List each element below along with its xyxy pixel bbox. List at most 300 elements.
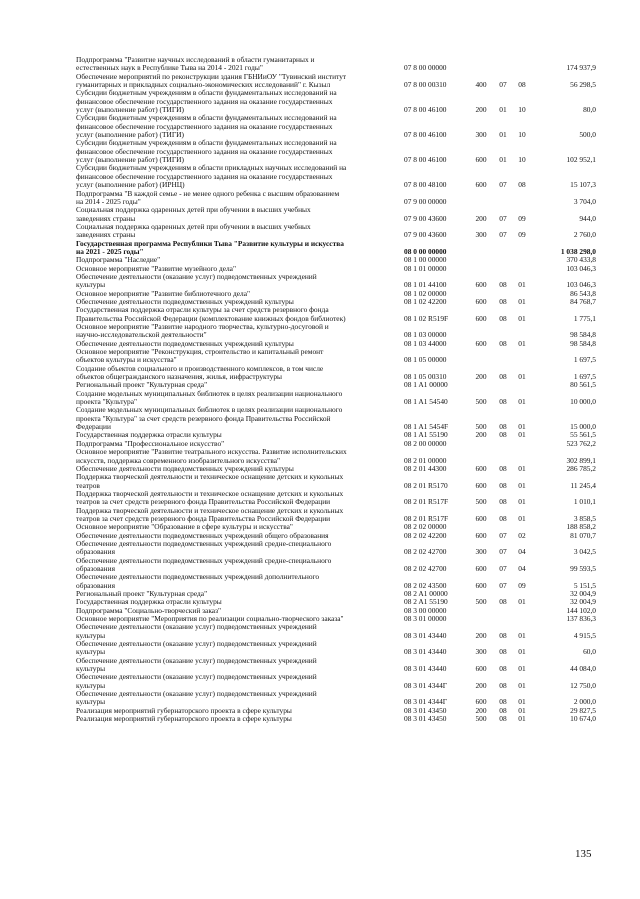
row-amount: 15 107,3 [570,180,596,190]
row-code: 08 2 A1 00000 [404,589,448,598]
row-section: 08 [499,497,507,507]
row-expense-type: 600 [475,338,487,348]
row-name-line: Субсидии бюджетным учреждениям в области прикладных научных исследований на [76,164,347,173]
row-name-line: услуг (выполнение работ) (ТИГИ) [76,106,184,115]
row-name [76,523,404,531]
row-expense-type: 600 [475,280,487,290]
row-expense-type: 600 [475,563,487,573]
row-section: 08 [499,714,507,724]
row-amount: 103 046,3 [566,263,596,273]
table-row [76,298,596,306]
table-row [76,673,596,690]
table-row [76,507,596,524]
row-name [76,190,404,207]
row-name-line: Подпрограмма "Наследие" [76,256,161,265]
table-row [76,615,596,623]
row-code: 08 1 05 00310 [404,372,447,382]
row-name-line: культуры [76,281,106,290]
row-name-line: заведениях страны [76,231,136,240]
row-name [76,365,404,382]
row-name-line: на 2021 - 2025 годы" [76,247,144,256]
row-name [76,598,404,606]
table-row [76,139,596,164]
row-section: 08 [499,422,507,432]
row-name [76,290,404,298]
row-name [76,256,404,264]
row-code: 08 2 01 R517F [404,513,449,523]
row-section: 07 [499,580,507,590]
row-name-line: Обеспечение деятельности (оказание услуг) подведомственных учреждений [76,656,317,665]
row-amount: 84 768,7 [570,296,596,306]
row-name-line: услуг (выполнение работ) (ТИГИ) [76,156,184,165]
row-subsection: 01 [518,705,526,715]
table-row [76,56,596,73]
row-name-line: Поддержка творческой деятельности и техническое оснащение детских и кукольных [76,473,344,482]
row-name-line: Подпрограмма "Профессиональное искусство" [76,439,225,448]
row-name-line: Основное мероприятие "Развитие театрального искусства. Развитие исполнительских [76,448,347,457]
row-code: 08 1 00 00000 [404,255,447,265]
row-name-line: культуры [76,631,106,640]
row-section: 08 [499,705,507,715]
row-amount: 32 004,9 [570,589,596,598]
row-name [76,273,404,290]
row-expense-type: 600 [475,513,487,523]
row-amount: 98 584,8 [570,330,596,340]
budget-table [76,56,596,724]
row-expense-type: 600 [475,480,487,490]
row-name-line: Подпрограмма "В каждой семье - не менее одного ребенка с высшим образованием [76,189,340,198]
row-code: 08 2 01 00000 [404,455,447,465]
row-name-line: финансовое обеспечение государственного задания на оказание государственных [76,122,333,131]
row-amount: 144 102,0 [566,605,596,615]
table-row [76,406,596,431]
row-section: 08 [499,480,507,490]
row-name-line: Государственная поддержка отрасли культуры [76,598,222,607]
row-name [76,615,404,623]
row-section: 01 [499,155,507,165]
row-name [76,673,404,690]
row-subsection: 01 [518,338,526,348]
row-amount: 5 151,5 [573,580,596,590]
row-subsection: 10 [518,105,526,115]
row-subsection: 10 [518,130,526,140]
row-amount: 103 046,3 [566,280,596,290]
row-code: 08 3 01 00000 [404,614,447,624]
row-code: 07 8 00 46100 [404,105,447,115]
row-section: 07 [499,213,507,223]
row-name [76,223,404,240]
table-row [76,431,596,439]
row-name [76,406,404,431]
row-section: 08 [499,647,507,657]
row-subsection: 04 [518,547,526,557]
row-subsection: 01 [518,697,526,707]
row-name-line: проекта "Культура" [76,398,138,407]
row-name-line: Создание модельных муниципальных библиотек в целях реализации национального [76,389,343,398]
table-row [76,223,596,240]
row-section: 08 [499,513,507,523]
row-section: 08 [499,463,507,473]
row-subsection: 10 [518,155,526,165]
row-name [76,623,404,640]
row-name-line: Обеспечение деятельности подведомственных учреждений средне-специального [76,556,332,565]
row-subsection: 01 [518,397,526,407]
row-amount: 60,0 [583,647,596,657]
row-name-line: Реализация мероприятий губернаторского проекта в сфере культуры [76,706,292,715]
row-name-line: Обеспечение мероприятий по реконструкции здания ГБНИиОУ "Тувинский институт [76,72,347,81]
table-row [76,340,596,348]
row-name-line: Обеспечение деятельности (оказание услуг) подведомственных учреждений [76,673,317,682]
row-code: 08 1 02 R519F [404,313,449,323]
table-row [76,607,596,615]
table-row [76,89,596,114]
row-expense-type: 300 [475,230,487,240]
row-section: 07 [499,563,507,573]
row-name [76,640,404,657]
row-expense-type: 600 [475,463,487,473]
row-name-line: Субсидии бюджетным учреждениям в области фундаментальных исследований на [76,89,337,98]
row-code: 08 3 01 4344Г [404,697,448,707]
row-expense-type: 300 [475,547,487,557]
row-name-line: услуг (выполнение работ) (ИРНЦ) [76,181,185,190]
row-expense-type: 600 [475,180,487,190]
row-name-line: Государственная программа Республики Тыва "Развитие культуры и искусства [76,239,344,248]
row-name-line: Основное мероприятие "Развитие библиотечного дела" [76,289,251,298]
row-name [76,390,404,407]
row-name [76,707,404,715]
row-name [76,206,404,223]
row-name-line: Создание объектов социального и производственного комплексов, в том числе [76,364,324,373]
row-name-line: Основное мероприятие "Реконструкция, строительство и капитальный ремонт [76,348,324,357]
row-name-line: Обеспечение деятельности подведомственных учреждений культуры [76,297,294,306]
row-name-line: Обеспечение деятельности (оказание услуг) подведомственных учреждений [76,690,317,699]
row-section: 08 [499,680,507,690]
row-amount: 3 858,5 [573,513,596,523]
row-amount: 11 245,4 [570,480,596,490]
table-row [76,164,596,189]
row-subsection: 09 [518,580,526,590]
table-row [76,240,596,257]
row-subsection: 01 [518,497,526,507]
row-subsection: 04 [518,563,526,573]
row-amount: 286 785,2 [566,463,596,473]
row-name [76,532,404,540]
row-amount: 102 952,1 [566,155,596,165]
row-code: 08 1 A1 00000 [404,380,448,390]
row-expense-type: 200 [475,680,487,690]
row-section: 07 [499,547,507,557]
row-name-line: проекта "Культура" за счет средств резервного фонда Правительства Российской [76,414,331,423]
row-name-line: образования [76,581,115,590]
row-name [76,657,404,674]
row-name-line: Основное мероприятие "Образование в сфере культуры и искусства" [76,523,293,532]
row-name-line: Основное мероприятие "Мероприятия по реализации социально-творческого заказа" [76,615,344,624]
row-amount: 29 827,5 [570,705,596,715]
row-name-line: Поддержка творческой деятельности и техническое оснащение детских и кукольных [76,506,344,515]
row-code: 08 1 01 44100 [404,280,447,290]
row-amount: 3 704,0 [573,196,596,206]
row-name-line: Создание модельных муниципальных библиотек в целях реализации национального [76,406,343,415]
row-expense-type: 600 [475,697,487,707]
row-name-line: культуры [76,665,106,674]
row-name [76,540,404,557]
row-subsection: 01 [518,480,526,490]
row-section: 07 [499,230,507,240]
row-amount: 188 858,2 [566,522,596,532]
row-amount: 86 543,8 [570,288,596,298]
table-row [76,323,596,340]
row-name-line: Подпрограмма "Развитие научных исследований в области гуманитарных и [76,56,315,64]
row-code: 07 8 00 46100 [404,130,447,140]
row-subsection: 01 [518,630,526,640]
row-amount: 1 038 298,0 [560,246,596,256]
table-row [76,256,596,264]
table-row [76,114,596,139]
row-amount: 1 010,1 [573,497,596,507]
row-code: 08 3 01 43440 [404,647,447,657]
row-name-line: Обеспечение деятельности подведомственных учреждений культуры [76,464,294,473]
row-code: 08 1 A1 55190 [404,430,448,440]
row-name-line: культуры [76,648,106,657]
row-section: 01 [499,130,507,140]
row-section: 01 [499,105,507,115]
row-subsection: 08 [518,180,526,190]
row-section: 08 [499,280,507,290]
row-name-line: Субсидии бюджетным учреждениям в области фундаментальных исследований на [76,114,337,123]
row-name [76,607,404,615]
row-amount: 32 004,9 [570,597,596,607]
row-name [76,114,404,139]
row-section: 08 [499,338,507,348]
row-amount: 137 836,3 [566,614,596,624]
row-name-line: Федерации [76,423,111,432]
row-code: 08 2 02 42200 [404,530,447,540]
row-name-line: образования [76,564,115,573]
table-row [76,540,596,557]
row-code: 08 1 A1 5454F [404,422,449,432]
row-code: 07 8 00 00310 [404,80,447,90]
row-name-line: Социальная поддержка одаренных детей при обучении в высших учебных [76,222,311,231]
row-amount: 500,0 [579,130,596,140]
row-name [76,89,404,114]
row-expense-type: 500 [475,597,487,607]
row-subsection: 01 [518,313,526,323]
table-row [76,490,596,507]
row-amount: 99 593,5 [570,563,596,573]
row-code: 08 3 01 4344Г [404,680,448,690]
row-amount: 56 298,5 [570,80,596,90]
row-name-line: Государственная поддержка отрасли культуры за счет средств резервного фонда [76,306,329,315]
row-name [76,431,404,439]
table-row [76,448,596,465]
row-name-line: театров за счет средств резервного фонда Правительства Российской Федерации [76,498,331,507]
row-expense-type: 600 [475,155,487,165]
row-name-line: на 2014 - 2025 годы" [76,197,141,206]
row-subsection: 01 [518,513,526,523]
row-amount: 80 561,5 [570,380,596,390]
table-row [76,465,596,473]
row-subsection: 01 [518,372,526,382]
row-name-line: научно-исследовательской деятельности" [76,331,207,340]
table-row [76,640,596,657]
table-row [76,190,596,207]
row-code: 08 3 00 00000 [404,605,447,615]
row-section: 08 [499,313,507,323]
row-code: 08 1 03 44000 [404,338,447,348]
row-code: 08 1 02 42200 [404,296,447,306]
table-row [76,440,596,448]
table-row [76,532,596,540]
table-row [76,690,596,707]
row-name [76,490,404,507]
row-name-line: Обеспечение деятельности подведомственных учреждений общего образования [76,531,329,540]
row-name [76,448,404,465]
row-name-line: культуры [76,681,106,690]
page-number: 135 [575,848,592,860]
row-amount: 10 000,0 [570,397,596,407]
row-code: 08 2 A1 55190 [404,597,448,607]
row-name [76,306,404,323]
row-amount: 10 674,0 [570,714,596,724]
row-code: 08 2 01 R517F [404,497,449,507]
row-amount: 81 070,7 [570,530,596,540]
row-expense-type: 600 [475,313,487,323]
row-section: 08 [499,397,507,407]
row-subsection: 01 [518,680,526,690]
row-name-line: искусств, поддержка современного изобразительного искусства" [76,456,281,465]
row-name-line: Поддержка творческой деятельности и техническое оснащение детских и кукольных [76,489,344,498]
row-code: 07 8 00 46100 [404,155,447,165]
row-amount: 1 697,5 [573,355,596,365]
row-subsection: 01 [518,647,526,657]
row-subsection: 02 [518,530,526,540]
table-row [76,390,596,407]
row-subsection: 01 [518,714,526,724]
row-amount: 2 760,0 [573,230,596,240]
row-amount: 302 899,1 [566,455,596,465]
row-name-line: Региональный проект "Культурная среда" [76,590,208,598]
table-row [76,265,596,273]
row-code: 08 1 02 00000 [404,288,447,298]
table-row [76,306,596,323]
row-name-line: Подпрограмма "Социально-творческий заказ" [76,606,222,615]
row-expense-type: 200 [475,630,487,640]
row-name-line: театров за счет средств резервного фонда Правительства Российской Федерации [76,514,331,523]
table-row [76,73,596,90]
row-section: 07 [499,530,507,540]
row-section: 08 [499,296,507,306]
row-subsection: 01 [518,597,526,607]
row-expense-type: 300 [475,647,487,657]
row-code: 08 3 01 43450 [404,714,447,724]
row-name-line: Обеспечение деятельности подведомственных учреждений средне-специального [76,539,332,548]
row-code: 08 2 00 00000 [404,438,447,448]
row-name [76,473,404,490]
row-name [76,573,404,590]
row-expense-type: 200 [475,372,487,382]
table-row [76,348,596,365]
row-name-line: Обеспечение деятельности (оказание услуг) подведомственных учреждений [76,623,317,632]
row-code: 08 1 03 00000 [404,330,447,340]
row-name [76,73,404,90]
row-name-line: Субсидии бюджетным учреждениям в области фундаментальных исследований на [76,139,337,148]
row-name-line: Основное мероприятие "Развитие народного творчества, культурно-досуговой и [76,323,329,331]
row-name-line: финансовое обеспечение государственного задания на оказание государственных [76,97,333,106]
row-code: 08 1 01 00000 [404,263,447,273]
row-code: 07 8 00 48100 [404,180,447,190]
table-row [76,657,596,674]
row-name [76,590,404,598]
row-name-line: финансовое обеспечение государственного задания на оказание государственных [76,147,333,156]
row-name-line: Обеспечение деятельности (оказание услуг) подведомственных учреждений [76,640,317,649]
row-expense-type: 400 [475,80,487,90]
row-amount: 4 915,5 [573,630,596,640]
row-expense-type: 600 [475,296,487,306]
row-code: 07 8 00 00000 [404,63,447,73]
row-name-line: Обеспечение деятельности подведомственных учреждений дополнительного [76,573,320,582]
row-name-line: Обеспечение деятельности подведомственных учреждений культуры [76,339,294,348]
row-expense-type: 500 [475,422,487,432]
row-name-line: Правительства Российской Федерации (комплектование книжных фондов библиотек) [76,314,346,323]
row-name-line: Региональный проект "Культурная среда" [76,381,208,390]
row-subsection: 01 [518,422,526,432]
row-subsection: 09 [518,213,526,223]
table-row [76,557,596,574]
row-section: 08 [499,630,507,640]
row-amount: 12 750,0 [570,680,596,690]
table-row [76,598,596,606]
row-expense-type: 200 [475,213,487,223]
row-subsection: 01 [518,280,526,290]
row-name [76,557,404,574]
row-amount: 1 775,1 [573,313,596,323]
row-code: 08 2 02 43500 [404,580,447,590]
row-code: 08 2 01 44300 [404,463,447,473]
row-name [76,56,404,73]
row-code: 08 2 02 42700 [404,547,447,557]
row-amount: 3 042,5 [573,547,596,557]
row-name-line: Реализация мероприятий губернаторского проекта в сфере культуры [76,715,292,724]
table-row [76,623,596,640]
row-code: 08 1 A1 54540 [404,397,448,407]
table-row [76,365,596,382]
row-name-line: образования [76,548,115,557]
row-code: 08 2 02 00000 [404,522,447,532]
row-amount: 80,0 [583,105,596,115]
row-name [76,298,404,306]
row-amount: 44 084,0 [570,664,596,674]
table-row [76,715,596,723]
row-code: 07 9 00 43600 [404,213,447,223]
row-section: 08 [499,664,507,674]
row-name [76,348,404,365]
row-name [76,440,404,448]
row-expense-type: 500 [475,714,487,724]
row-amount: 523 762,2 [566,438,596,448]
row-name [76,164,404,189]
row-section: 08 [499,372,507,382]
row-amount: 174 937,9 [566,63,596,73]
row-code: 07 9 00 00000 [404,196,447,206]
row-section: 08 [499,430,507,440]
row-name-line: культуры [76,698,106,707]
row-name-line: Обеспечение деятельности (оказание услуг) подведомственных учреждений [76,272,317,281]
row-amount: 370 433,8 [566,255,596,265]
row-section: 07 [499,180,507,190]
row-name [76,323,404,340]
row-expense-type: 200 [475,105,487,115]
row-code: 08 3 01 43450 [404,705,447,715]
